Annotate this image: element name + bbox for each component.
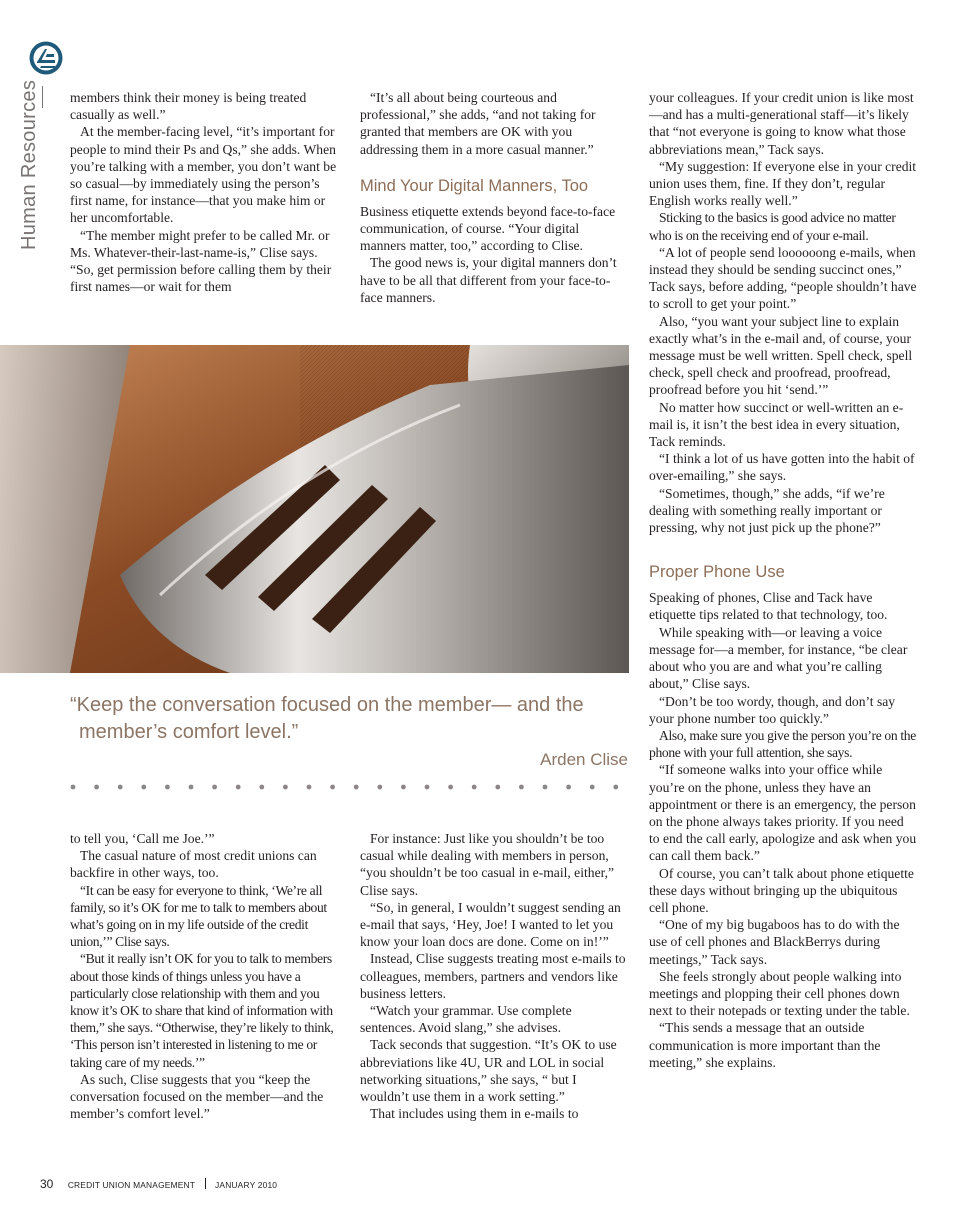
- divider-dot: [566, 785, 571, 790]
- paragraph: “One of my big bugaboos has to do with the use of cell phones and BlackBerrys during meetings,” Tack says.: [649, 917, 900, 967]
- paragraph: “It’s all about being courteous and professional,” she adds, “and not taking for granted that members are OK with you addressing them in a more casual manner.”: [360, 90, 596, 157]
- divider-dot: [543, 785, 548, 790]
- page-footer: [40, 1175, 277, 1193]
- pull-quote-attribution: Arden Clise: [540, 750, 628, 769]
- article-column-3: [649, 89, 917, 1071]
- paragraph: As such, Clise suggests that you “keep the conversation focused on the member—and the member’s comfort level.”: [70, 1071, 324, 1122]
- divider-dot: [118, 785, 123, 790]
- paragraph: Tack seconds that suggestion. “It’s OK to use abbreviations like 4U, UR and LOL in social networking situations,” she says, “ but I wouldn’t use them in a work setting.”: [360, 1037, 617, 1105]
- paragraph: “It can be easy for everyone to think, ‘We’re all family, so it’s OK for me to talk to members about what’s going on in my life outside of the credit union,’” Clise says.: [70, 882, 327, 950]
- paragraph: That includes using them in e-mails to: [370, 1106, 579, 1122]
- divider-dot: [613, 785, 618, 790]
- section-label: Human Resources: [18, 79, 40, 250]
- paragraph: Instead, Clise suggests treating most e-mails to colleagues, members, partners and vendors like business letters.: [360, 951, 626, 1001]
- paragraph: members think their money is being treated casually as well.”: [70, 90, 307, 123]
- divider-dot: [354, 785, 359, 790]
- paragraph: “Watch your grammar. Use complete sentences. Avoid slang,” she advises.: [360, 1003, 572, 1036]
- divider-dot: [495, 785, 500, 790]
- paragraph: At the member-facing level, “it’s important for people to mind their Ps and Qs,” she adds. When you’re talking with a member, you don’t want be so casual—by immediately using the person’s first name, for instance—that you make him or her uncomfortable.: [70, 124, 337, 226]
- divider-dot: [472, 785, 477, 790]
- paragraph: “Don’t be too wordy, though, and don’t say your phone number too quickly.”: [649, 693, 896, 726]
- pull-quote: [70, 692, 630, 746]
- paragraph: She feels strongly about people walking into meetings and plopping their cell phones down next to their notepads or texting under the table.: [649, 968, 910, 1019]
- divider-dot: [236, 785, 241, 790]
- paragraph: “This sends a message that an outside communication is more important than the meeting,” she explains.: [649, 1020, 881, 1070]
- section-divider: [42, 86, 43, 108]
- paragraph: Business etiquette extends beyond face-to-face communication, of course. “Your digital manners matter, too,” according to Clise.: [360, 203, 616, 254]
- paragraph: The good news is, your digital manners don’t have to be all that different from your face-to-face manners.: [360, 255, 617, 305]
- paragraph: your colleagues. If your credit union is like most—and has a multi-generational staff—it’s likely that “not everyone is going to know what those abbreviations mean,” Tack says.: [649, 90, 914, 157]
- paragraph: “The member might prefer to be called Mr. or Ms. Whatever-their-last-name-is,” Clise says. “So, get permission before calling them by their first names—or wait for them: [70, 227, 332, 295]
- divider-dot: [425, 785, 430, 790]
- paragraph: “So, in general, I wouldn’t suggest sending an e-mail that says, ‘Hey, Joe! I wanted to let you know your loan docs are done. Come on in!’”: [360, 899, 621, 950]
- fork-photo: [0, 345, 629, 673]
- divider-dot: [377, 785, 382, 790]
- paragraph: Sticking to the basics is good advice no matter who is on the receiving end of your e-mail.: [649, 210, 896, 243]
- footer-divider: [205, 1178, 206, 1189]
- article-column-2-top: [360, 89, 626, 306]
- paragraph: “My suggestion: If everyone else in your credit union uses them, fine. If they don’t, regular English works really well.”: [649, 158, 917, 209]
- paragraph: “A lot of people send loooooong e-mails, when instead they should be sending succinct ones,” Tack says, before adding, “people shouldn’t have to scroll to get your point.”: [649, 244, 917, 312]
- paragraph: For instance: Just like you shouldn’t be too casual while dealing with members in person, “you shouldn’t be too casual in e-mail, either,” Clise says.: [360, 831, 615, 898]
- paragraph: “I think a lot of us have gotten into the habit of over-emailing,” she says.: [649, 451, 915, 484]
- divider-dot: [71, 785, 76, 790]
- paragraph: While speaking with—or leaving a voice message for—a member, for instance, “be clear about who you are and what you’re calling about,” Clise says.: [649, 624, 908, 692]
- pull-quote-line-1: “Keep the conversation focused on the member— and the: [70, 694, 584, 716]
- divider-dot: [401, 785, 406, 790]
- divider-dot: [212, 785, 217, 790]
- divider-dot: [283, 785, 288, 790]
- article-column-1-top: [70, 89, 342, 295]
- section-heading-digital-manners: Mind Your Digital Manners, Too: [360, 176, 589, 195]
- paragraph: “Sometimes, though,” she adds, “if we’re dealing with something really important or pressing, why not just pick up the phone?”: [649, 485, 885, 536]
- page-number: 30: [40, 1177, 54, 1191]
- issue-date: JANUARY 2010: [215, 1180, 278, 1190]
- cuna-logo-icon: [28, 40, 64, 76]
- divider-dot: [259, 785, 264, 790]
- divider-dot: [330, 785, 335, 790]
- paragraph: to tell you, ‘Call me Joe.’”: [70, 831, 215, 846]
- divider-dot: [519, 785, 524, 790]
- dotted-divider: [70, 783, 630, 791]
- divider-dot: [141, 785, 146, 790]
- publication-name: CREDIT UNION MANAGEMENT: [67, 1180, 196, 1190]
- paragraph: Also, “you want your subject line to explain exactly what’s in the e-mail and, of course, your message must be well written. Spell check, spell check, spell check and proofread, proofread, proofread before you hit ‘send.’”: [649, 313, 913, 398]
- section-heading-phone-use: Proper Phone Use: [649, 563, 785, 582]
- paragraph: Also, make sure you give the person you’re on the phone with your full attention, she says.: [649, 727, 916, 761]
- article-column-1-bottom: [70, 830, 342, 1122]
- paragraph: “But it really isn’t OK for you to talk to members about those kinds of things unless you have a particularly close relationship with them and you know it’s OK to share that kind of information with them,” she says. “Otherwise, they’re likely to think, ‘This person isn’t interested in listening to me or taking care of my needs.’”: [70, 951, 334, 1070]
- paragraph: Of course, you can’t talk about phone etiquette these days without bringing up the ubiquitous cell phone.: [649, 865, 914, 915]
- divider-dot: [307, 785, 312, 790]
- article-column-2-bottom: [360, 830, 626, 1122]
- divider-dot: [189, 785, 194, 790]
- paragraph: “If someone walks into your office while you’re on the phone, unless they have an appointment or there is an emergency, the person on the phone always takes priority. If you need to end the call early, apologize and ask when you can call them back.”: [649, 762, 917, 864]
- paragraph: Speaking of phones, Clise and Tack have etiquette tips related to that technology, too.: [649, 590, 888, 623]
- divider-dot: [590, 785, 595, 790]
- divider-dot: [448, 785, 453, 790]
- pull-quote-line-2: member’s comfort level.”: [79, 721, 299, 743]
- divider-dot: [165, 785, 170, 790]
- paragraph: No matter how succinct or well-written an e-mail is, it isn’t the best idea in every situation, Tack reminds.: [649, 399, 904, 450]
- divider-dot: [94, 785, 99, 790]
- paragraph: The casual nature of most credit unions can backfire in other ways, too.: [70, 848, 317, 881]
